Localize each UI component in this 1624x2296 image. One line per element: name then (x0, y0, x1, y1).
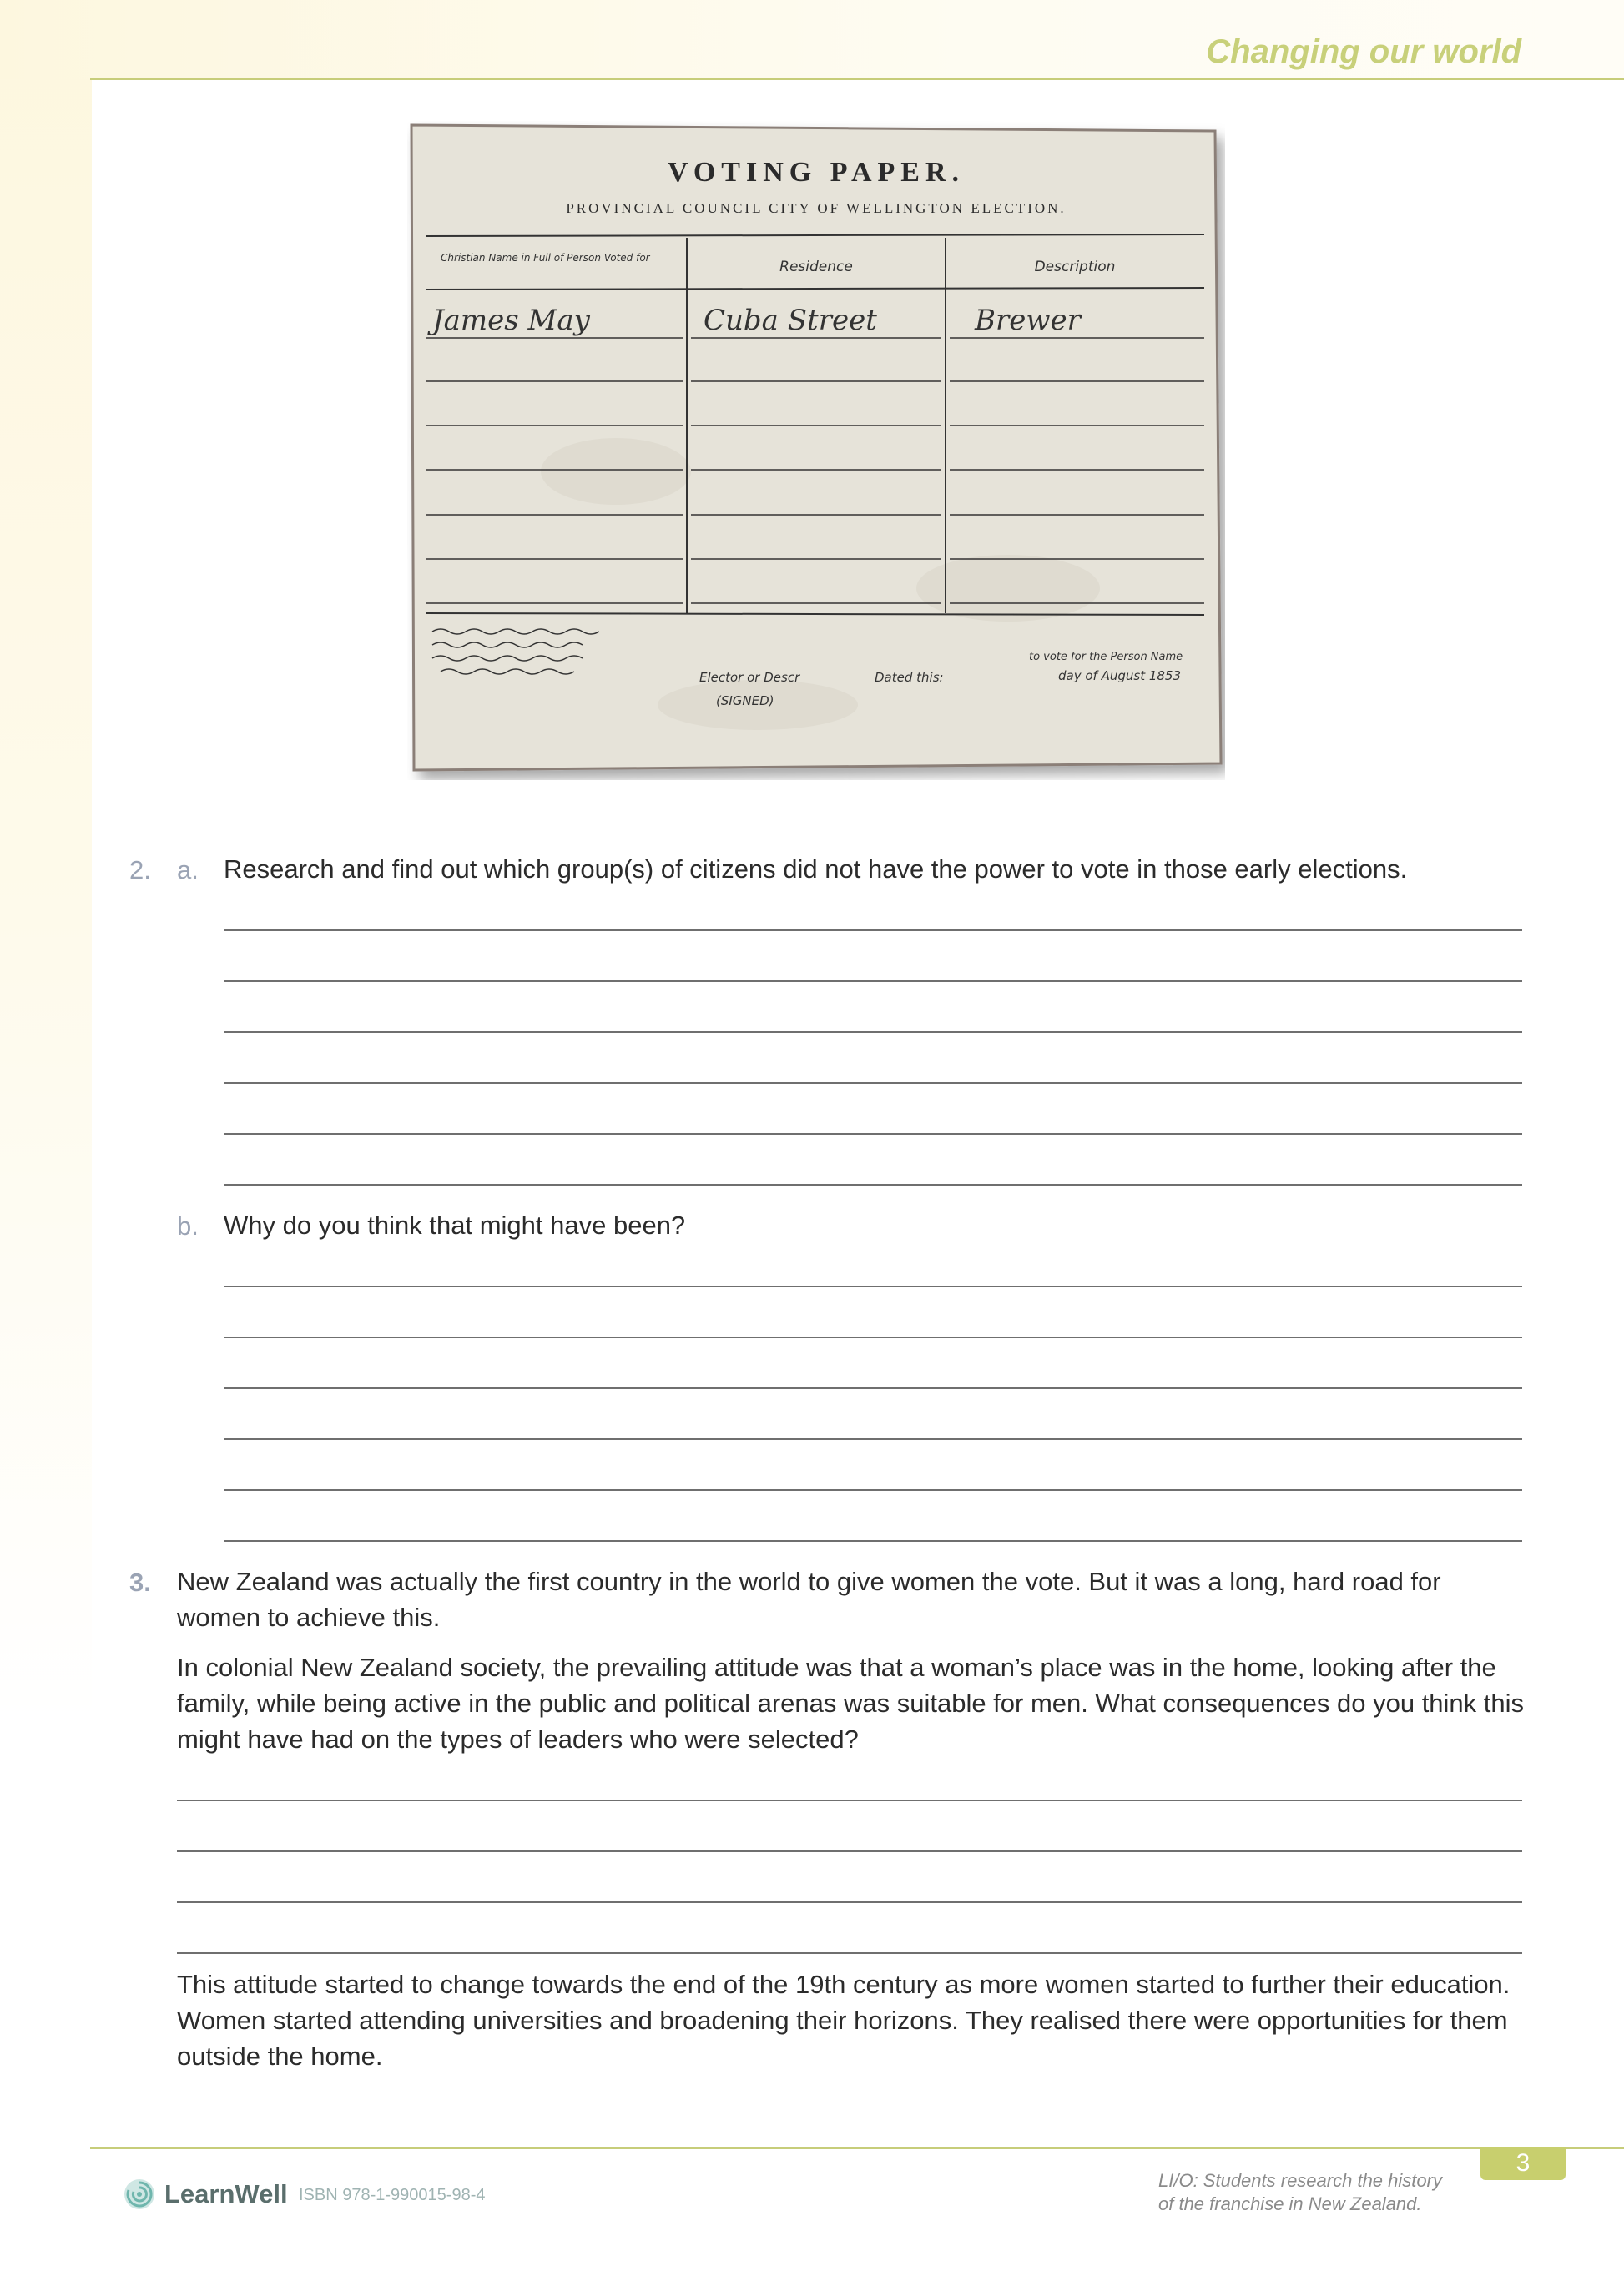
footer-dated: Dated this: (875, 670, 944, 685)
answer-line[interactable] (224, 980, 1522, 982)
isbn: ISBN 978-1-990015-98-4 (299, 2186, 486, 2204)
question-2b-text: Why do you think that might have been? (224, 1211, 686, 1240)
side-background (0, 0, 92, 2296)
column-residence: Residence (779, 259, 853, 275)
learning-intention (1158, 2169, 1442, 2216)
answer-line[interactable] (224, 1489, 1522, 1491)
answer-line[interactable] (224, 1540, 1522, 1542)
answer-line[interactable] (177, 1850, 1522, 1852)
learnwell-logo (123, 2176, 288, 2213)
question-2b-label: b. (177, 1211, 199, 1241)
ballot-subtitle: PROVINCIAL COUNCIL CITY OF WELLINGTON ELECTION. (566, 200, 1067, 216)
entry-residence: Cuba Street (704, 304, 877, 337)
answer-line[interactable] (224, 1387, 1522, 1389)
learning-intention-line-2: of the franchise in New Zealand. (1158, 2193, 1422, 2214)
page-number: 3 (1480, 2147, 1566, 2180)
answer-line[interactable] (177, 1901, 1522, 1903)
answer-line[interactable] (224, 1286, 1522, 1287)
answer-line[interactable] (224, 1082, 1522, 1084)
footer-rule (90, 2147, 1624, 2149)
question-2a-label: a. (177, 855, 199, 884)
question-3-intro: New Zealand was actually the first country in the world to give women the vote. But it was a long, hard road for women to achieve this. (177, 1567, 1441, 1632)
answer-line[interactable] (177, 1800, 1522, 1801)
brand-name: LearnWell (164, 2179, 288, 2208)
answer-line[interactable] (224, 1184, 1522, 1186)
answer-line[interactable] (224, 1031, 1522, 1033)
answer-line[interactable] (224, 929, 1522, 931)
section-title: Changing our world (1206, 33, 1521, 70)
column-description: Description (1034, 259, 1116, 275)
question-3-number: 3. (129, 1568, 151, 1597)
answer-line[interactable] (177, 1952, 1522, 1954)
entry-description: Brewer (975, 304, 1081, 337)
ballot-title: VOTING PAPER. (667, 157, 966, 188)
footer-date: day of August 1853 (1058, 668, 1182, 683)
entry-name: James May (432, 304, 590, 337)
column-person: Christian Name in Full of Person Voted for (441, 252, 650, 264)
answer-line[interactable] (224, 1133, 1522, 1135)
answer-line[interactable] (224, 1438, 1522, 1440)
learning-intention-line-1: LI/O: Students research the history (1158, 2170, 1442, 2191)
header-rule (90, 78, 1624, 80)
question-2-number: 2. (129, 855, 151, 884)
voting-paper-illustration (407, 121, 1225, 780)
footer-elector: Elector or Descr (699, 670, 800, 685)
footer-signed: (SIGNED) (716, 693, 774, 708)
question-3-followup: This attitude started to change towards the end of the 19th century as more women started to further their education. Women started attending universities and broadening their horizons. They realised there were opportunities for them outside the home. (177, 1970, 1511, 2071)
question-3-prompt: In colonial New Zealand society, the prevailing attitude was that a woman’s place was in the home, looking after the family, while being active in the public and political arenas was suitable for men. What consequences do you think this might have had on the types of leaders who were selected? (177, 1653, 1525, 1754)
footer-vote-for: to vote for the Person Name (1029, 651, 1183, 663)
answer-line[interactable] (224, 1337, 1522, 1338)
learnwell-swirl-icon (123, 2178, 156, 2211)
question-2a-text: Research and find out which group(s) of citizens did not have the power to vote in those early elections. (224, 854, 1408, 884)
